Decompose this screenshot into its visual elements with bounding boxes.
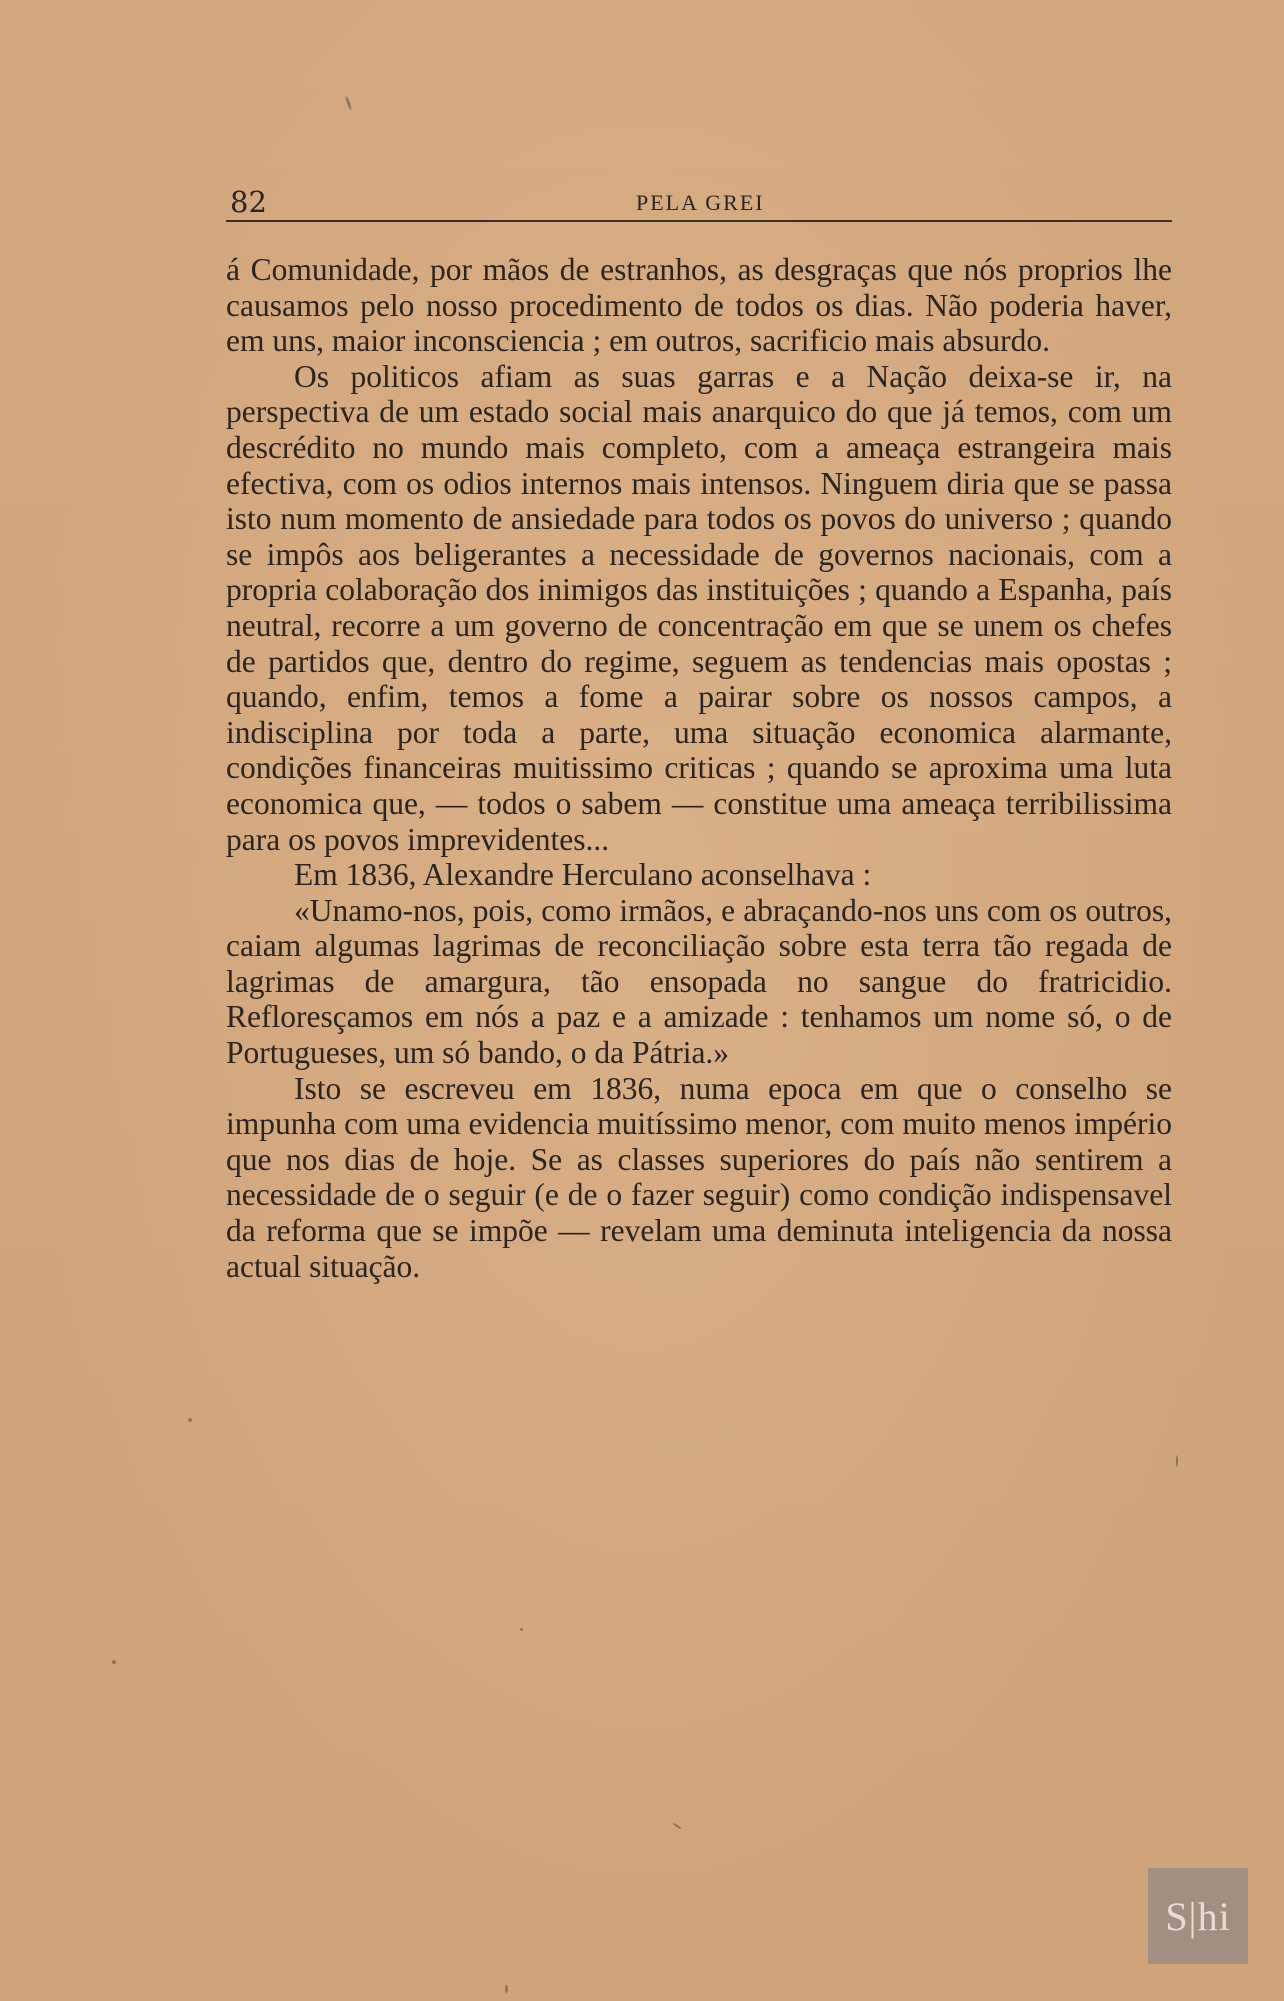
paragraph-conclusion: Isto se escreveu em 1836, numa epoca em que o conselho se impunha com uma evidencia muitíssimo menor, com muito menos império que nos dias de hoje. Se as classes superiores do país não sentirem a necessidade de o seguir (e de o fazer seguir) como condição indispensavel da reforma que se impõe — revelam uma deminuta inteligencia da nossa actual situação. (226, 1070, 1172, 1284)
paper-speck (520, 1628, 523, 1631)
paper-speck (345, 96, 353, 110)
paragraph-herculano-intro: Em 1836, Alexandre Herculano aconselhava : (294, 857, 872, 893)
paragraph-quotation: «Unamo-nos, pois, como irmãos, e abraçando-nos uns com os outros, caiam algumas lagrimas de reconciliação sobre esta terra tão regada de lagrimas de amargura, tão ensopada no sangue do fratricidio. Refloresçamos em nós a paz e a amizade : tenhamos um nome só, o de Portugueses, um só bando, o da Pátria.» (226, 892, 1172, 1071)
body-text (226, 252, 1172, 1284)
library-watermark (1148, 1868, 1248, 1964)
running-head (226, 184, 1172, 222)
paper-speck (188, 1418, 192, 1422)
paragraph-continuation: á Comunidade, por mãos de estranhos, as desgraças que nós proprios lhe causamos pelo nosso procedimento de todos os dias. Não poderia haver, em uns, maior inconsciencia ; em outros, sacrificio mais absurdo. (226, 252, 1172, 359)
paper-speck (1176, 1455, 1178, 1467)
page-number: 82 (230, 185, 267, 219)
book-title: PELA GREI (636, 190, 765, 215)
paper-speck (672, 1822, 681, 1829)
paper-speck (505, 1985, 508, 1993)
paragraph-politicos: Os politicos afiam as suas garras e a Nação deixa-se ir, na perspectiva de um estado social mais anarquico do que já temos, com um descrédito no mundo mais completo, com a ameaça estrangeira mais efectiva, com os odios internos mais intensos. Ninguem diria que se passa isto num momento de ansiedade para todos os povos do universo ; quando se impôs aos beligerantes a necessidade de governos nacionais, com a propria colaboração dos inimigos das instituições ; quando a Espanha, país neutral, recorre a um governo de concentração em que se unem os chefes de partidos que, dentro do regime, seguem as tendencias mais opostas ; quando, enfim, temos a fome a pairar sobre os nossos campos, a indisciplina por toda a parte, uma situação economica alarmante, condições financeiras muitissimo criticas ; quando se aproxima uma luta economica que, — todos o sabem — constitue uma ameaça terribilissima para os povos imprevidentes... (226, 358, 1172, 857)
paper-speck (112, 1660, 116, 1664)
watermark-logo-text: S|hi (1165, 1893, 1231, 1939)
